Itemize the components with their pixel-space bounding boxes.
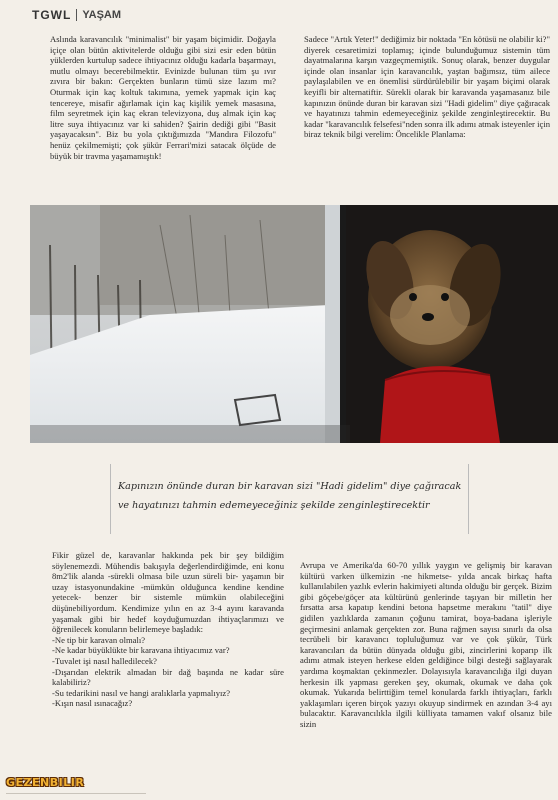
article-column-bottom-left: [52, 550, 284, 709]
article-column-top-right: [304, 34, 550, 140]
article-column-bottom-right: [300, 560, 552, 730]
paragraph: Fikir güzel de, karavanlar hakkında pek bir şey bildiğim söylenemezdi. Mühendis bakışıyla değerlendirdiğimde, eni konu 8m2'lik alanda -sürekli olmasa bile uzun süreli bir- yaşamın bir uzay istasyonundakine -mümkün olduğunca kendine kendine yetecek- benzer bir sistemle mümkün olabileceğini düşünebiliyordum. Kendimize yılın en az 3-4 ayını karavanda yaşamak gibi bir hedef koyduğumuzdan ihtiyaçlarımızı ve öğrenilecek konuların belirlemeye başladık:: [52, 550, 284, 635]
footer-divider: [6, 793, 146, 794]
list-item: -Dışarıdan elektrik almadan bir dağ başında ne kadar süre kalabiliriz?: [52, 666, 284, 688]
list-item: -Ne kadar büyüklükte bir karavana ihtiyacımız var?: [52, 645, 230, 656]
page-header: [32, 6, 121, 24]
list-item: -Ne tip bir karavan olmalı?: [52, 634, 146, 645]
magazine-brand: TGWL: [32, 8, 72, 22]
gezenbilir-logo: [6, 772, 84, 792]
paragraph: Aslında karavancılık "minimalist" bir yaşam biçimidir. Doğayla içiçe olan bütün aktivitelerde olduğu gibi sizi esir eden bütün yüklerden kurtulup sadece ihtiyacınız olduğu kadarla başarmayı, mutlu olmayı becerebilmektir. Evinizde bulunan tüm şu ıvır zıvıra bir bakın: Gerçekten bunların tümü size lazım mı? Oturmak için kaç koltuk takımına, yemek yapmak için kaç tencereye, misafir ağırlamak için kaç kişilik yemek masasına, film seyretmek için kaç ekran televizyona, duş almak için kaç litre suya ihtiyacınız var ki sahiden? Şairin dediği gibi "Basit yaşayacaksın". Biz bu yola çıktığımızda "Mandıra Filozofu" henüz çekilmemişti; çok şükür Ferrari'mizi satacak ölçüde de büyük bir travma yaşamamıştık!: [50, 34, 276, 161]
logo-text: GEZENBILIR: [6, 775, 85, 789]
photo-illustration: [30, 205, 558, 443]
header-divider: [76, 9, 77, 21]
list-item: -Su tedarikini nasıl ve hangi aralıklarla yapmalıyız?: [52, 687, 231, 698]
pull-quote: Kapınızın önünde duran bir karavan sizi "Hadi gidelim" diye çağıracak ve hayatınızı tahmin edemeyeceğiniz şekilde zenginleştirecektir: [118, 481, 462, 511]
section-name: YAŞAM: [82, 9, 122, 21]
list-item: -Tuvalet işi nasıl halledilecek?: [52, 655, 157, 666]
dog-window-photo: [30, 205, 558, 443]
list-item: -Kışın nasıl ısınacağız?: [52, 698, 133, 709]
article-column-top-left: [50, 34, 276, 161]
paragraph: Sadece "Artık Yeter!" dediğimiz bir noktada "En kötüsü ne olabilir ki?" diyerek cesaretimizi toplamış; içinde bulunduğumuz sistemin tüm dayatmalarına karşın vazgeçmemiştik. Sonuç olarak, benzer duygular içinde olan insanlar için karavancılık, yaştan bağımsız, tüm ailece paylaşılabilen ve en önemlisi sürdürülebilir bir yaşam biçimi olarak keyifli bir alternatiftir. Sürekli olarak bir karavanda yaşamasanız bile kapınızın önünde duran bir karavan sizi "Hadi gidelim" diye çağıracak ve hayatınızı tahmin edemeyeceğiniz şekilde zenginleştirecektir. Bu kadar "karavancılık felsefesi"nden sonra ilk adımı atmak isteyenler için biraz teknik bilgi verelim: Öncelikle Planlama:: [304, 34, 550, 140]
paragraph: Avrupa ve Amerika'da 60-70 yıllık yaygın ve gelişmiş bir karavan kültürü varken ülkemizin -ne hikmetse- yılda ancak birkaç hafta kullanılabilen yazlık evlerin hakimiyeti altında olduğu bir gerçek. Bizim gibi göçebe/göçer ata kültürünü genlerinde taşıyan bir milletin her fırsatta arsa kapatıp kendini betona hapsetme merakını "tatil" diye gidilen yazlıklarda zamanın çoğunu tamirat, boya-badana işleriyle geçirmesini anlamak gerçekten zor. Buna rağmen sayısı sınırlı da olsa tecrübeli bir karavancı topluluğumuz var ve çok şükür, Türk karavancıları da bütün dünyada olduğu gibi, zincirlerini koparıp ilk adımı atmak isteyen herkese elden geldiğince bilgi desteği sağlayarak yardıma koşmaktan çekinmezler. Dolayısıyla karavancılığa ilgi duyan herkesin ilk yapması gereken şey, okumak, okumak ve daha çok okumak. Yukarıda belirttiğim temel konularda farklı ihtiyaçları, farklı yaklaşımları içeren birçok yazıyı okuyup sindirmek en azından 3-4 ayı bulacaktır. Karavancılıkla ilgili külliyata tamamen vakıf olsanız bile sizin: [300, 560, 552, 729]
quote-border-left: [110, 464, 111, 534]
quote-border-right: [468, 464, 469, 534]
